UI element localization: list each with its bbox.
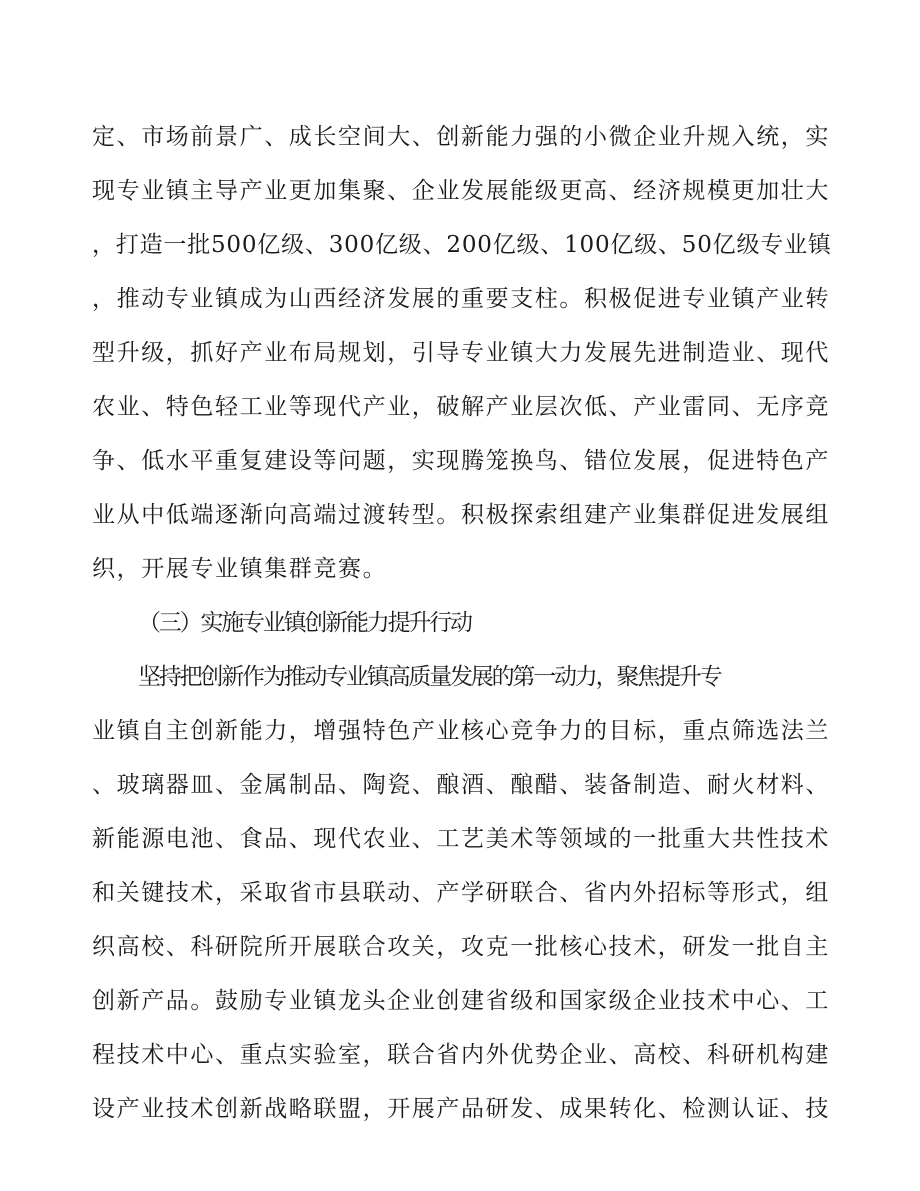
text-line: 型升级，抓好产业布局规划，引导专业镇大力发展先进制造业、现代 (92, 340, 830, 366)
text-line: 业从中低端逐渐向高端过渡转型。积极探索组建产业集群促进发展组 (92, 502, 830, 528)
text-line: 、玻璃器皿、金属制品、陶瓷、酿酒、酿醋、装备制造、耐火材料、 (92, 772, 830, 798)
text-line: ，推动专业镇成为山西经济发展的重要支柱。积极促进专业镇产业转 (92, 286, 830, 312)
text-line: 和关键技术，采取省市县联动、产学研联合、省内外招标等形式，组 (92, 880, 830, 906)
text-line: 设产业技术创新战略联盟，开展产品研发、成果转化、检测认证、技 (92, 1096, 830, 1122)
text-line: 现专业镇主导产业更加集聚、企业发展能级更高、经济规模更加壮大 (92, 178, 830, 204)
text-line: 织，开展专业镇集群竞赛。 (92, 556, 388, 582)
text-line: 争、低水平重复建设等问题，实现腾笼换鸟、错位发展，促进特色产 (92, 448, 830, 474)
text-line: 程技术中心、重点实验室，联合省内外优势企业、高校、科研机构建 (92, 1042, 830, 1068)
text-line: 新能源电池、食品、现代农业、工艺美术等领域的一批重大共性技术 (92, 826, 830, 852)
section-heading: （三）实施专业镇创新能力提升行动 (138, 610, 471, 636)
text-line: 织高校、科研院所开展联合攻关，攻克一批核心技术，研发一批自主 (92, 934, 830, 960)
text-line: ，打造一批500亿级、300亿级、200亿级、100亿级、50亿级专业镇 (92, 232, 832, 258)
text-line: 农业、特色轻工业等现代产业，破解产业层次低、产业雷同、无序竞 (92, 394, 830, 420)
text-line: 定、市场前景广、成长空间大、创新能力强的小微企业升规入统，实 (92, 124, 830, 150)
text-line: 创新产品。鼓励专业镇龙头企业创建省级和国家级企业技术中心、工 (92, 988, 830, 1014)
text-line: 坚持把创新作为推动专业镇高质量发展的第一动力，聚焦提升专 (138, 664, 721, 690)
text-line: 业镇自主创新能力，增强特色产业核心竞争力的目标，重点筛选法兰 (92, 718, 830, 744)
